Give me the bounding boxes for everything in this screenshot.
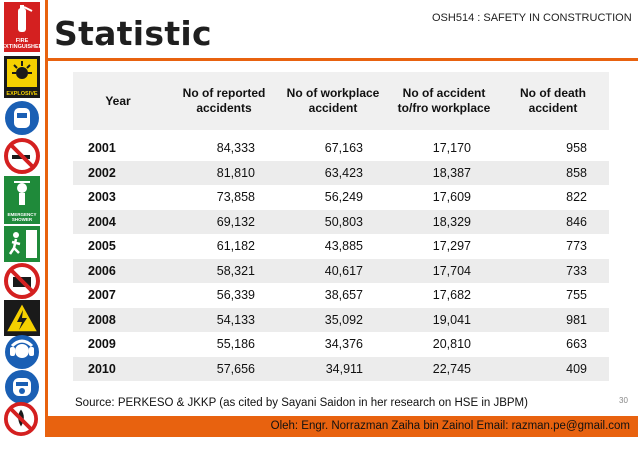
cell-workplace-accident: 38,657 bbox=[324, 288, 363, 302]
cell-death-accident: 755 bbox=[566, 288, 587, 302]
cell-reported-accidents: 69,132 bbox=[216, 214, 255, 229]
cell-death-accident: 663 bbox=[566, 337, 587, 351]
cell-death-accident: 733 bbox=[566, 263, 587, 278]
cell-reported-accidents: 58,321 bbox=[216, 263, 255, 278]
table-row bbox=[73, 308, 609, 333]
cell-year: 2003 bbox=[88, 190, 116, 204]
ear-protection-sign-icon bbox=[4, 334, 40, 370]
cell-year: 2002 bbox=[88, 165, 116, 180]
cell-death-accident: 846 bbox=[566, 214, 587, 229]
cell-accident-to-from-workplace: 18,329 bbox=[432, 214, 471, 229]
cell-workplace-accident: 50,803 bbox=[324, 214, 363, 229]
shower-sign-text-line: SHOWER bbox=[11, 217, 33, 222]
cell-accident-to-from-workplace: 17,297 bbox=[432, 239, 471, 253]
table-row bbox=[73, 136, 609, 161]
cell-year: 2006 bbox=[88, 263, 116, 278]
table-row bbox=[73, 161, 609, 186]
cell-death-accident: 822 bbox=[566, 190, 587, 204]
emergency-shower-sign-icon bbox=[4, 176, 40, 224]
statistics-table bbox=[73, 72, 609, 381]
cell-accident-to-from-workplace: 17,170 bbox=[432, 141, 471, 155]
table-row bbox=[73, 185, 609, 210]
column-header-workplace-accident: No of workplace accident bbox=[286, 86, 380, 115]
high-voltage-warning-sign-icon bbox=[4, 300, 40, 336]
cell-death-accident: 858 bbox=[566, 165, 587, 180]
cell-reported-accidents: 81,810 bbox=[216, 165, 255, 180]
fire-sign-text-line: FIRE bbox=[15, 38, 29, 44]
column-header-death-accident: No of death accident bbox=[520, 86, 586, 115]
face-shield-sign-icon bbox=[4, 100, 40, 136]
cell-year: 2010 bbox=[88, 361, 116, 376]
explosive-hazard-sign-icon bbox=[4, 56, 40, 98]
fire-sign-text-line: EXTINGUISHER bbox=[1, 44, 43, 50]
header-divider bbox=[48, 58, 638, 61]
cell-year: 2001 bbox=[88, 141, 116, 155]
cell-accident-to-from-workplace: 22,745 bbox=[432, 361, 471, 376]
explosive-sign-text: EXPLOSIVE bbox=[6, 91, 38, 97]
no-entry-prohibition-sign-icon bbox=[4, 263, 40, 299]
cell-accident-to-from-workplace: 19,041 bbox=[432, 312, 471, 327]
respirator-sign-icon bbox=[4, 369, 40, 405]
cell-reported-accidents: 61,182 bbox=[216, 239, 255, 253]
cell-reported-accidents: 56,339 bbox=[216, 288, 255, 302]
fire-extinguisher-sign-icon bbox=[1, 2, 43, 52]
page-number: 30 bbox=[619, 396, 628, 405]
cell-workplace-accident: 67,163 bbox=[324, 141, 363, 155]
table-header bbox=[73, 72, 609, 130]
cell-year: 2005 bbox=[88, 239, 116, 253]
table-row bbox=[73, 210, 609, 235]
column-header-reported-accidents: No of reported accidents bbox=[182, 86, 266, 115]
emergency-exit-sign-icon bbox=[4, 226, 40, 262]
sidebar-divider bbox=[45, 0, 48, 437]
table-row bbox=[73, 259, 609, 284]
cell-year: 2004 bbox=[88, 214, 116, 229]
cell-reported-accidents: 54,133 bbox=[216, 312, 255, 327]
cell-reported-accidents: 73,858 bbox=[216, 190, 255, 204]
cell-reported-accidents: 84,333 bbox=[216, 141, 255, 155]
cell-year: 2007 bbox=[88, 288, 116, 302]
table-row bbox=[73, 357, 609, 382]
shower-sign-text-line: EMERGENCY bbox=[7, 212, 37, 217]
cell-death-accident: 958 bbox=[566, 141, 587, 155]
table-row bbox=[73, 234, 609, 259]
table-body bbox=[73, 130, 609, 381]
course-label: OSH514 : SAFETY IN CONSTRUCTION bbox=[432, 12, 632, 24]
cell-accident-to-from-workplace: 18,387 bbox=[432, 165, 471, 180]
cell-workplace-accident: 43,885 bbox=[324, 239, 363, 253]
cell-year: 2009 bbox=[88, 337, 116, 351]
cell-year: 2008 bbox=[88, 312, 116, 327]
cell-accident-to-from-workplace: 17,682 bbox=[432, 288, 471, 302]
cell-accident-to-from-workplace: 17,609 bbox=[432, 190, 471, 204]
source-citation: Source: PERKESO & JKKP (as cited by Sayani Saidon in her research on HSE in JBPM) bbox=[75, 397, 528, 409]
cell-workplace-accident: 40,617 bbox=[324, 263, 363, 278]
table-row bbox=[73, 283, 609, 308]
safety-signs-sidebar bbox=[0, 0, 44, 437]
cell-accident-to-from-workplace: 17,704 bbox=[432, 263, 471, 278]
cell-accident-to-from-workplace: 20,810 bbox=[432, 337, 471, 351]
footer-bar bbox=[48, 416, 638, 437]
no-open-flame-sign-icon bbox=[4, 402, 38, 436]
cell-death-accident: 981 bbox=[566, 312, 587, 327]
column-header-accident-to-from-workplace: No of accident to/fro workplace bbox=[397, 86, 491, 115]
cell-death-accident: 773 bbox=[566, 239, 587, 253]
cell-reported-accidents: 57,656 bbox=[216, 361, 255, 376]
footer-author-text: Oleh: Engr. Norrazman Zaiha bin Zainol Email: razman.pe@gmail.com bbox=[270, 420, 630, 432]
cell-workplace-accident: 35,092 bbox=[324, 312, 363, 327]
page-title: Statistic bbox=[54, 14, 212, 53]
column-header-year: Year bbox=[105, 93, 131, 108]
cell-workplace-accident: 34,911 bbox=[325, 361, 363, 376]
cell-workplace-accident: 34,376 bbox=[324, 337, 363, 351]
table-row bbox=[73, 332, 609, 357]
cell-workplace-accident: 63,423 bbox=[324, 165, 363, 180]
cell-reported-accidents: 55,186 bbox=[216, 337, 255, 351]
cell-workplace-accident: 56,249 bbox=[324, 190, 363, 204]
cell-death-accident: 409 bbox=[566, 361, 587, 376]
no-smoking-sign-icon bbox=[4, 138, 40, 174]
